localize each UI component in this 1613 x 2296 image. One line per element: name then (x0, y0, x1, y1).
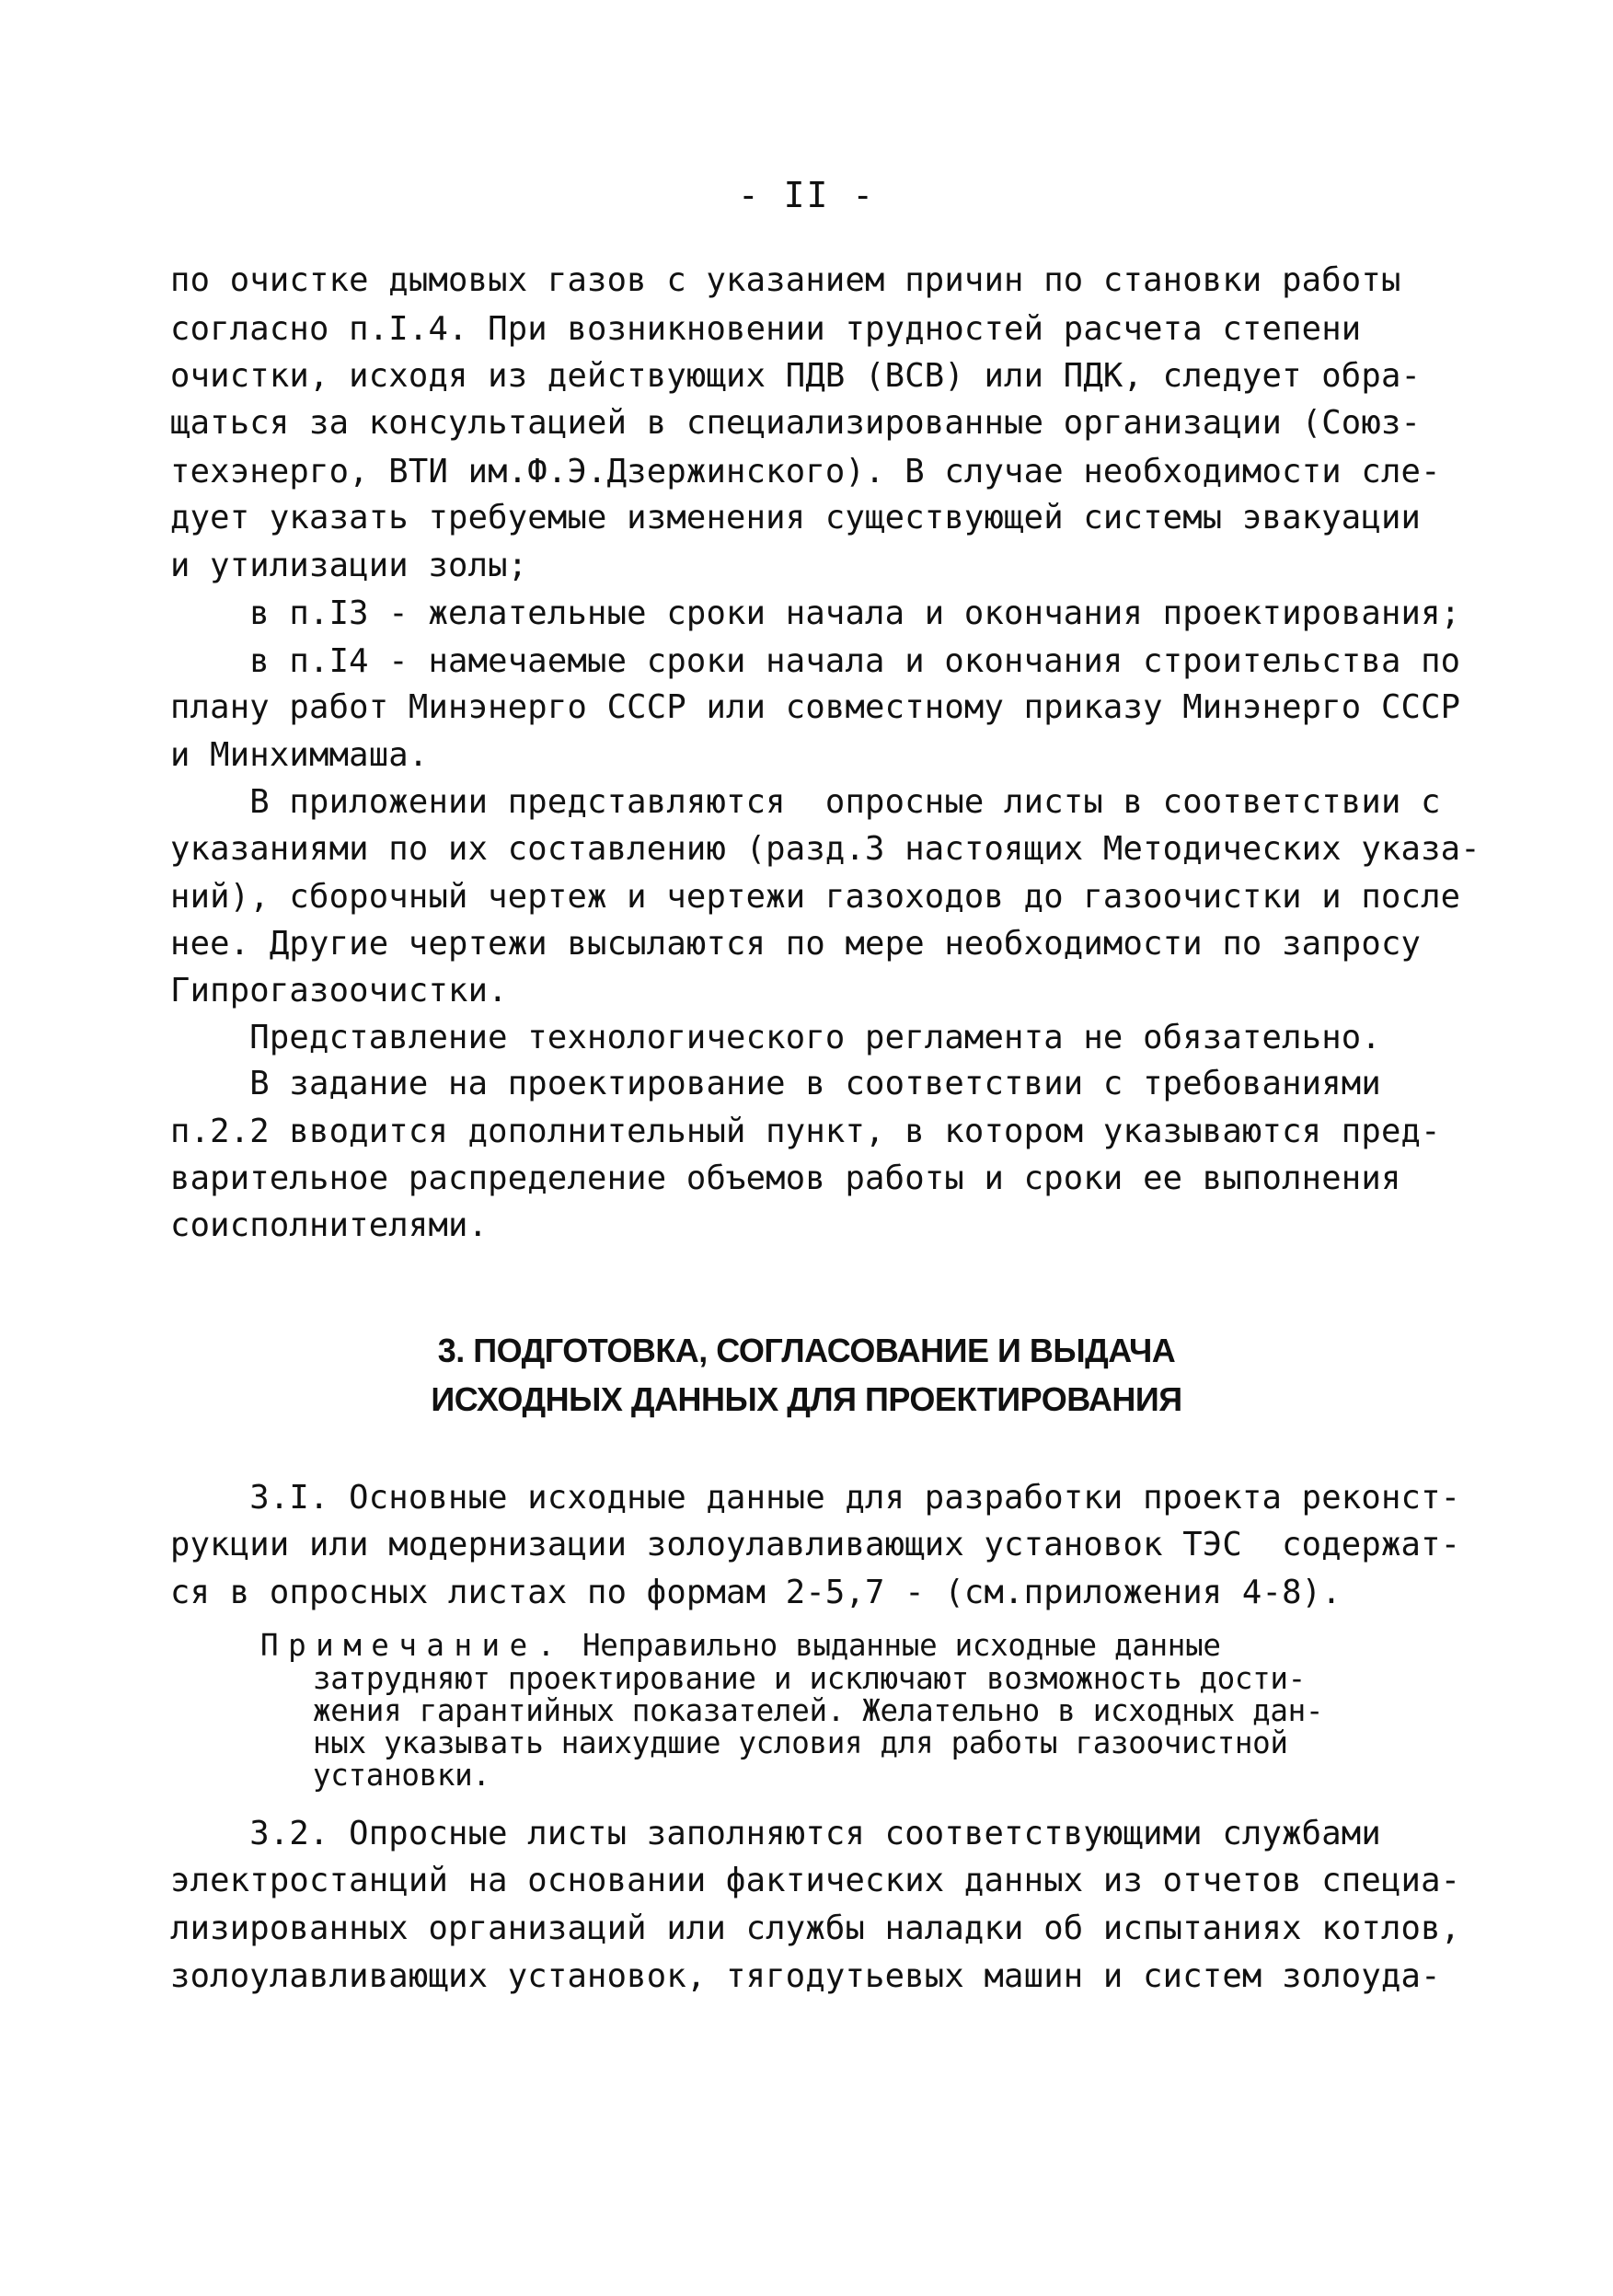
text-line: щаться за консультацией в специализированные организации (Союз- (170, 404, 1422, 442)
text-line: лизированных организаций или службы наладки об испытаниях котлов, (170, 1909, 1461, 1947)
text-line: указаниями по их составлению (разд.3 настоящих Методических указа- (170, 830, 1481, 868)
page-number: - II - (737, 175, 876, 215)
text-line: в п.I4 - намечаемые сроки начала и окончания строительства по (170, 642, 1461, 680)
text-line: п.2.2 вводится дополнительный пункт, в котором указываются пред- (170, 1113, 1441, 1150)
text-line: техэнерго, ВТИ им.Ф.Э.Дзержинского). В случае необходимости сле- (170, 453, 1441, 490)
note-line: затрудняют проектирование и исключают возможность дости- (313, 1661, 1306, 1696)
text-line: очистки, исходя из действующих ПДВ (ВСВ) или ПДК, следует обра- (170, 357, 1422, 395)
section-heading: 3. ПОДГОТОВКА, СОГЛАСОВАНИЕ И ВЫДАЧА (437, 1332, 1176, 1369)
text-line: ний), сборочный чертеж и чертежи газоходов до газоочистки и после (170, 878, 1461, 916)
text-line: нее. Другие чертежи высылаются по мере необходимости по запросу (170, 925, 1422, 963)
text-line: ся в опросных листах по формам 2-5,7 - (см.приложения 4-8). (170, 1574, 1342, 1611)
section-heading: ИСХОДНЫХ ДАННЫХ ДЛЯ ПРОЕКТИРОВАНИЯ (431, 1380, 1182, 1418)
note-label: Примечание. (260, 1628, 565, 1663)
text-line: 3.2. Опросные листы заполняются соответствующими службами (170, 1815, 1381, 1852)
text-line: плану работ Минэнерго СССР или совместному приказу Минэнерго СССР (170, 688, 1461, 726)
note-line: жения гарантийных показателей. Желательно в исходных дан- (313, 1693, 1324, 1728)
note-text: Неправильно выданные исходные данные (564, 1628, 1221, 1663)
text-line: электростанций на основании фактических данных из отчетов специа- (170, 1862, 1461, 1899)
note-line: установки. (313, 1758, 490, 1793)
text-line: по очистке дымовых газов с указанием причин по становки работы (170, 261, 1401, 299)
text-line: золоулавливающих установок, тягодутьевых машин и систем золоуда- (170, 1957, 1441, 1995)
text-line: В приложении представляются опросные листы в соответствии с (170, 783, 1441, 821)
text-line: дует указать требуемые изменения существующей системы эвакуации (170, 499, 1422, 537)
text-line: варительное распределение объемов работы и сроки ее выполнения (170, 1160, 1401, 1197)
note-line: ных указывать наихудшие условия для работы газоочистной (313, 1725, 1288, 1760)
text-line: рукции или модернизации золоулавливающих установок ТЭС содержат- (170, 1526, 1461, 1563)
text-line: Гипрогазоочистки. (170, 972, 508, 1010)
text-line: согласно п.I.4. При возникновении трудностей расчета степени (170, 310, 1362, 348)
text-line: 3.I. Основные исходные данные для разработки проекта реконст- (170, 1479, 1461, 1517)
text-line: и Минхиммаша. (170, 736, 429, 774)
text-line: соисполнителями. (170, 1206, 489, 1244)
note-first-line (260, 1628, 1221, 1663)
text-line: в п.I3 - желательные сроки начала и окончания проектирования; (170, 594, 1461, 632)
text-line: и утилизации золы; (170, 547, 528, 584)
text-line: Представление технологического регламента не обязательно. (170, 1019, 1381, 1056)
text-line: В задание на проектирование в соответствии с требованиями (170, 1065, 1381, 1102)
